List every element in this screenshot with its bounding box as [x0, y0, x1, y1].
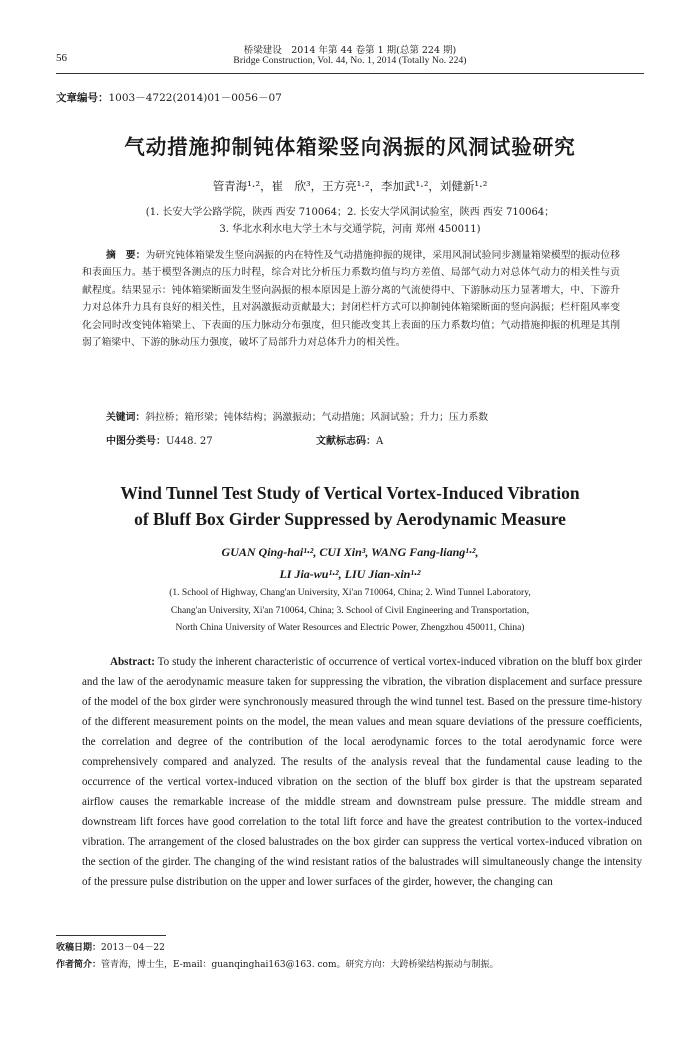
journal-header-en: Bridge Construction, Vol. 44, No. 1, 2014 (Totally No. 224) — [233, 56, 467, 66]
document-code-label: 文献标志码： — [316, 436, 376, 447]
author-bio — [56, 957, 498, 970]
classification-number — [106, 432, 213, 447]
english-abstract — [82, 652, 642, 892]
journal-header-cn: 桥梁建设 2014 年第 44 卷第 1 期(总第 224 期) — [243, 45, 457, 56]
english-title-line1: Wind Tunnel Test Study of Vertical Vortex-Induced Vibration — [120, 483, 580, 503]
chinese-title: 气动措施抑制钝体箱梁竖向涡振的风洞试验研究 — [124, 135, 576, 159]
english-affiliation-line3: North China University of Water Resources and Electric Power, Zhengzhou 450011, China) — [175, 623, 525, 633]
classification-value: U448. 27 — [166, 436, 213, 447]
received-date — [56, 940, 165, 953]
english-authors-line1: GUAN Qing-hai¹·², CUI Xin³, WANG Fang-liang¹·², — [221, 545, 479, 559]
author-bio-text: 管青海，博士生，E-mail：guanqinghai163@163. com。研究方向：大跨桥梁结构振动与制振。 — [101, 960, 499, 970]
article-number-label: 文章编号： — [56, 92, 109, 104]
classification-label: 中图分类号： — [106, 436, 166, 447]
english-title — [0, 480, 700, 532]
english-affiliation — [0, 585, 700, 638]
english-abstract-label: Abstract: — [110, 656, 155, 668]
chinese-abstract-text: 为研究钝体箱梁发生竖向涡振的内在特性及气动措施抑振的规律，采用风洞试验同步测量箱梁模型的振动位移和表面压力。基于模型各测点的压力时程，综合对比分析压力系数均值与均方差值、局部气动力对总体气动力的相关性与贡献程度。结果显示：钝体箱梁断面发生竖向涡振的根本原因是上游分离的气流使得中、下游脉动压力显著增大，中、下游升力对总体升力具有良好的相关性，且对涡激振动贡献最大；封闭栏杆方式可以抑制钝体箱梁断面的竖向涡振；栏杆阻风率变化会同时改变钝体箱梁上、下表面的压力脉动分布强度，但只能改变其上表面的压力系数均值；气动措施抑振的机理是其削弱了箱梁中、下游的脉动压力强度，破坏了局部升力对总体升力的相关性。 — [82, 250, 621, 349]
received-date-value: 2013－04－22 — [101, 943, 165, 953]
chinese-affiliation-line2: 3. 华北水利水电大学土木与交通学院，河南 郑州 450011) — [219, 224, 481, 235]
chinese-abstract-label: 摘 要： — [106, 250, 146, 261]
author-bio-label: 作者简介： — [56, 960, 102, 970]
chinese-authors: 管青海¹·²，崔 欣³，王方亮¹·²，李加武¹·²，刘健新¹·² — [212, 179, 488, 193]
chinese-abstract — [82, 247, 620, 351]
english-affiliation-line1: (1. School of Highway, Chang'an University, Xi'an 710064, China; 2. Wind Tunnel Laboratory, — [169, 588, 531, 598]
header-rule — [56, 73, 644, 74]
footnote-rule — [56, 935, 166, 936]
article-number — [56, 90, 282, 105]
english-authors — [0, 541, 700, 585]
english-affiliation-line2: Chang'an University, Xi'an 710064, China; 3. School of Civil Engineering and Transportation, — [170, 605, 530, 616]
english-abstract-text: To study the inherent characteristic of occurrence of vertical vortex-induced vibration on the bluff box girder and the law of the aerodynamic measure taken for suppressing the vibration, the vibration displacement and surface pressure of the model of the box girder were synchronously measured through the wind tunnel test. Based on the pressure time-history of the different measurement points on the model, the mean values and mean square deviations of the pressure coefficients, the correlation and degree of the contribution of the local aerodynamic forces to the total aerodynamic force were comprehensively compared and analyzed. The results of the analysis reveal that the fundamental cause leading to the occurrence of the vertical vortex-induced vibration on the section of the bluff box girder is that the upstream separated airflow causes the remarkable increase of the middle stream and downstream pulse pressure. The middle stream and downstream lift forces have good correlation to the total lift force and have the greatest contribution to the vortex-induced vibration. The arrangement of the closed balustrades on the box girder can suppress the vertical vortex-induced vibration on the section of the girder. The changing of the wind resistant ratios of the balustrades will simultaneously change the intensity of the pressure pulse distribution on the upper and lower surfaces of the girder, however, the changing can — [82, 656, 642, 888]
chinese-affiliation-line1: (1. 长安大学公路学院，陕西 西安 710064；2. 长安大学风洞试验室，陕西 西安 710064； — [145, 207, 555, 218]
english-title-line2: of Bluff Box Girder Suppressed by Aerodynamic Measure — [134, 509, 566, 529]
chinese-keywords-text: 斜拉桥；箱形梁；钝体结构；涡激振动；气动措施；风洞试验；升力；压力系数 — [145, 412, 489, 423]
chinese-keywords — [106, 409, 488, 423]
page-number: 56 — [56, 52, 67, 64]
received-date-label: 收稿日期： — [56, 943, 102, 953]
chinese-keywords-label: 关键词： — [106, 412, 146, 423]
english-authors-line2: LI Jia-wu¹·², LIU Jian-xin¹·² — [279, 567, 421, 581]
document-code — [316, 432, 383, 447]
document-code-value: A — [376, 436, 384, 447]
article-number-value: 1003－4722(2014)01－0056－07 — [108, 92, 282, 104]
